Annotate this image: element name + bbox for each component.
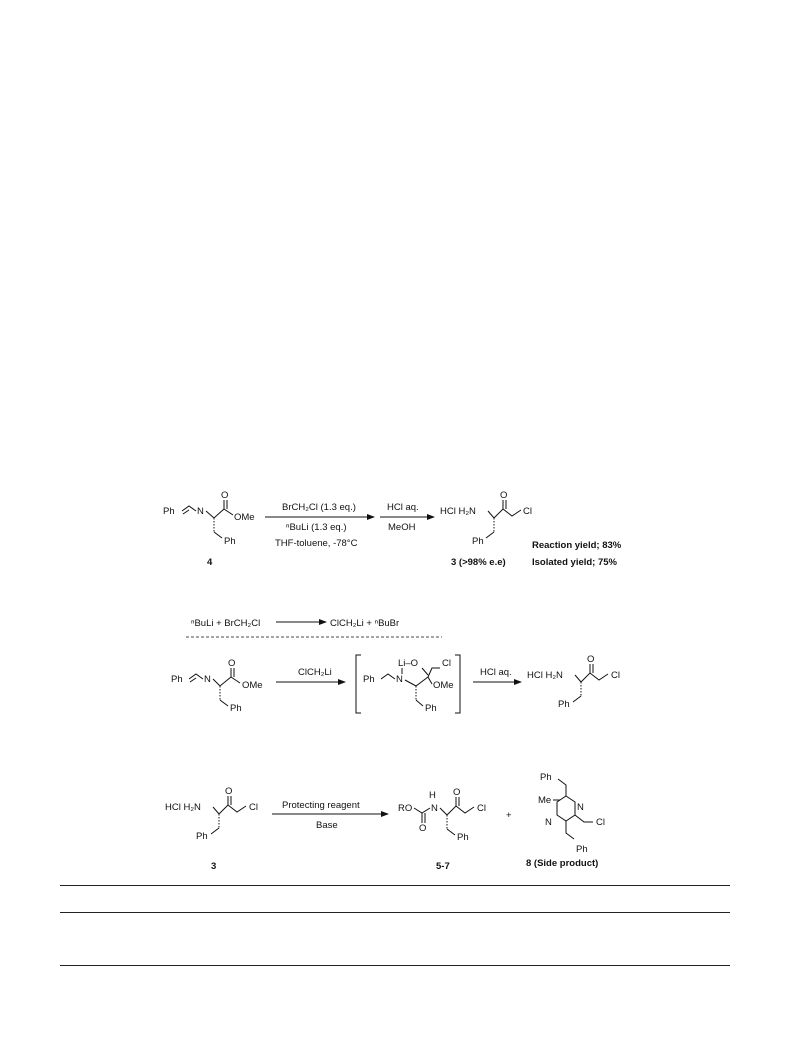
n-label: N <box>204 674 211 685</box>
ph-label-top: Ph <box>540 772 552 783</box>
compound-label-4: 4 <box>207 557 213 568</box>
me-label: Me <box>538 795 552 806</box>
reagent-hcl: HCl aq. <box>387 502 419 513</box>
o-label: O <box>587 654 595 665</box>
li-o-label: Li–O <box>398 658 419 669</box>
cl-label: Cl <box>442 658 451 669</box>
compound-3-structure <box>165 786 258 872</box>
bond-line <box>575 673 608 682</box>
compound-3-structure <box>440 490 532 568</box>
bond-line <box>213 677 231 686</box>
ph-label: Ph <box>196 831 208 842</box>
reagent-brch2cl: BrCH₂Cl (1.3 eq.) <box>282 502 356 513</box>
compound-label-3: 3 <box>211 861 217 872</box>
scheme-1 <box>163 490 622 568</box>
cl-label: Cl <box>596 817 605 828</box>
bond-line <box>488 509 521 518</box>
plus-sign: + <box>506 810 512 821</box>
chloromethyl-ketone-structure <box>527 654 620 710</box>
ro-label: RO <box>398 803 413 814</box>
ome-label: OMe <box>234 512 255 523</box>
tetrahedral-intermediate <box>356 655 460 714</box>
bond-line <box>455 655 460 713</box>
reagent-protecting: Protecting reagent <box>282 800 360 811</box>
compound-label-5-7: 5-7 <box>436 861 450 872</box>
table-bottom-rule <box>60 965 730 966</box>
equation-right: ClCH₂Li + ⁿBuBr <box>330 618 400 629</box>
n-label: N <box>431 803 438 814</box>
reagent-hcl: HCl aq. <box>480 667 512 678</box>
compound-label-8: 8 (Side product) <box>526 858 599 869</box>
h-label: H <box>429 790 436 801</box>
table-header-rule <box>60 912 730 913</box>
bond-line <box>422 668 428 675</box>
bond-line <box>224 509 233 515</box>
compound-8-structure <box>526 772 605 869</box>
compound-5-7-structure <box>398 787 486 872</box>
n-label-1: N <box>545 817 552 828</box>
bond-line <box>381 674 395 679</box>
ph-label: Ph <box>163 506 175 517</box>
bond-line <box>557 796 575 821</box>
bond-line <box>183 510 189 514</box>
cl-label: Cl <box>477 803 486 814</box>
o-label: O <box>221 490 229 501</box>
reagent-meoh: MeOH <box>388 522 416 533</box>
reagent-conditions: THF-toluene, -78°C <box>275 538 358 549</box>
isolated-yield: Isolated yield; 75% <box>532 557 618 568</box>
ph-label-2: Ph <box>230 703 242 714</box>
o-label: O <box>225 786 233 797</box>
hcl-h2n-label: HCl H₂N <box>165 802 201 813</box>
bond-line <box>447 829 455 835</box>
compound-label-3: 3 (>98% e.e) <box>451 557 506 568</box>
n-label: N <box>197 506 204 517</box>
ph-label: Ph <box>472 536 484 547</box>
ph-label: Ph <box>558 699 570 710</box>
ph-label: Ph <box>363 674 375 685</box>
o-label: O <box>453 787 461 798</box>
bond-line <box>416 700 423 706</box>
scheme-2 <box>171 618 620 714</box>
ome-label: OMe <box>433 680 454 691</box>
bond-line <box>220 700 228 706</box>
reagent-buli: ⁿBuLi (1.3 eq.) <box>286 522 347 533</box>
hcl-h2n-label: HCl H₂N <box>527 670 563 681</box>
ph-label: Ph <box>457 832 469 843</box>
bond-line <box>356 655 361 713</box>
equation-left: ⁿBuLi + BrCH₂Cl <box>191 618 261 629</box>
bond-line <box>206 509 224 518</box>
bond-line <box>566 821 574 839</box>
bond-line <box>440 806 474 815</box>
scheme-3 <box>165 772 605 872</box>
bond-line <box>190 678 196 682</box>
bond-line <box>211 828 219 834</box>
compound-4-structure <box>163 490 255 568</box>
o-label-2: O <box>419 823 427 834</box>
bond-line <box>428 677 432 684</box>
bond-line <box>428 668 440 677</box>
n-label: N <box>396 674 403 685</box>
reagent-clch2li: ClCH₂Li <box>298 667 332 678</box>
cl-label: Cl <box>611 670 620 681</box>
bond-line <box>213 805 246 814</box>
bond-line <box>573 696 581 702</box>
n-label-2: N <box>577 802 584 813</box>
o-label: O <box>500 490 508 501</box>
reagent-base: Base <box>316 820 338 831</box>
ph-label: Ph <box>171 674 183 685</box>
bond-line <box>575 815 593 822</box>
imine-ester-structure <box>171 658 263 714</box>
cl-label: Cl <box>249 802 258 813</box>
ome-label: OMe <box>242 680 263 691</box>
ph-label-bottom: Ph <box>576 844 588 855</box>
ph-label-2: Ph <box>425 703 437 714</box>
bond-line <box>414 808 430 813</box>
reaction-yield: Reaction yield; 83% <box>532 540 622 551</box>
hcl-h2n-label: HCl H₂N <box>440 506 476 517</box>
ph-label-2: Ph <box>224 536 236 547</box>
table-top-rule <box>60 885 730 886</box>
bond-line <box>558 779 566 796</box>
bond-line <box>486 532 494 538</box>
cl-label: Cl <box>523 506 532 517</box>
bond-line <box>405 677 428 686</box>
o-label: O <box>228 658 236 669</box>
bond-line <box>231 677 240 683</box>
bond-line <box>214 532 222 538</box>
